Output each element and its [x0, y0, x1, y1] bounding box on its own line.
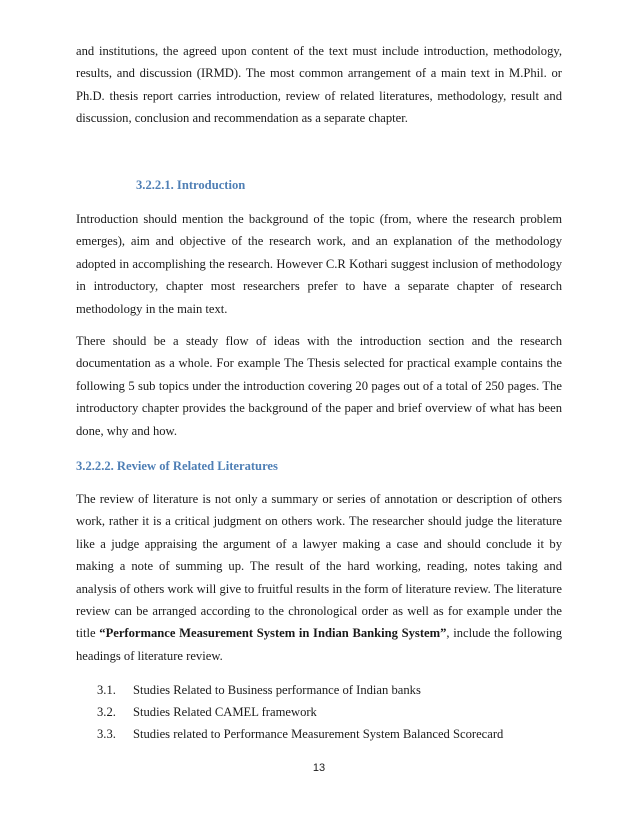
list-item [97, 682, 421, 698]
page-number: 13 [312, 762, 326, 774]
list-item-text: Studies Related CAMEL framework [133, 705, 317, 719]
list-item [97, 704, 317, 720]
paragraph-text: The review of literature is not only a summary or series of annotation or description of others work, rather it is a critical judgment on others work. The researcher should judge the literature like a judge appraising the argument of a lawyer making a case and should conclude it by making a note of summing up. The result of the hard working, reading, notes taking and analysis of others work will give to fruitful results in the form of literature review. The literature review can be arranged according to the chronological order as well as for example under the title [76, 492, 562, 641]
heading-review-literature: 3.2.2.2. Review of Related Literatures [76, 459, 278, 473]
list-item-number: 3.1. [97, 683, 116, 697]
list-item-number: 3.2. [97, 705, 116, 719]
list-item-text: Studies related to Performance Measurement System Balanced Scorecard [133, 727, 504, 741]
paragraph-review-literature [76, 488, 562, 667]
heading-introduction: 3.2.2.1. Introduction [136, 178, 246, 192]
paragraph-text-end: , include the following headings of literature review. [76, 626, 562, 663]
paragraph-introduction: Introduction should mention the background of the topic (from, where the research problem emerges), aim and objective of the research work, and an explanation of the methodology adopted in accomplishing the research. However C.R Kothari suggest inclusion of methodology in introductory, chapter most researchers prefer to have a separate chapter of research methodology in the main text. [76, 212, 562, 316]
list-item-text: Studies Related to Business performance of Indian banks [133, 683, 421, 697]
paragraph-irmd: and institutions, the agreed upon content of the text must include introduction, methodology, results, and discussion (IRMD). The most common arrangement of a main text in M.Phil. or Ph.D. thesis report carries introduction, review of related literatures, methodology, result and discussion, conclusion and recommendation as a separate chapter. [76, 44, 562, 126]
paragraph-flow-of-ideas: There should be a steady flow of ideas with the introduction section and the research documentation as a whole. For example The Thesis selected for practical example contains the following 5 sub topics under the introduction covering 20 pages out of a total of 250 pages. The introductory chapter provides the background of the paper and brief overview of what has been done, why and how. [76, 334, 562, 438]
list-item-number: 3.3. [97, 727, 116, 741]
thesis-title: “Performance Measurement System in Indian Banking System” [99, 626, 447, 641]
list-item [97, 726, 503, 742]
